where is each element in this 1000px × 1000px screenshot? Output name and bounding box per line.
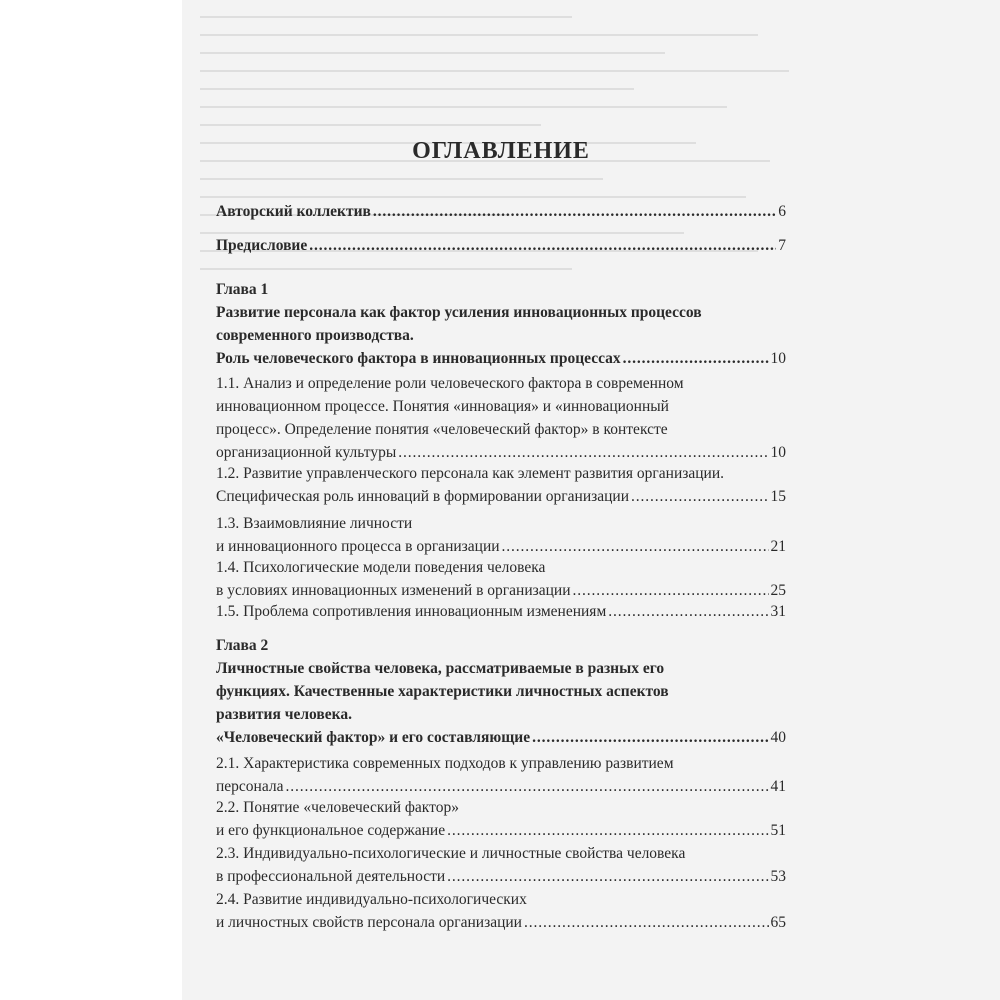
toc-entry-leader-line: [216, 485, 786, 508]
toc-entry-leader-line: [216, 865, 786, 888]
toc-entry-text: и инновационного процесса в организации: [216, 538, 500, 555]
toc-entry[interactable]: [216, 600, 786, 623]
toc-entry-text: 1.5. Проблема сопротивления инновационным изменениям: [216, 603, 607, 620]
toc-entry-text: организационной культуры: [216, 444, 397, 461]
toc-entry[interactable]: [216, 462, 786, 508]
toc-page-number: 7: [778, 237, 786, 254]
toc-page-number: 41: [770, 778, 786, 795]
toc-entry[interactable]: [216, 796, 786, 842]
toc-entry-line: развития человека.: [216, 706, 352, 723]
dot-leader: [398, 441, 768, 464]
toc-entry-leader-line: [216, 200, 786, 223]
dot-leader: [573, 579, 769, 602]
toc-entry-line: 2.2. Понятие «человеческий фактор»: [216, 799, 459, 816]
toc-entry[interactable]: [216, 278, 786, 370]
toc-entry-text: персонала: [216, 778, 284, 795]
toc-entry[interactable]: [216, 372, 786, 464]
toc-entry[interactable]: [216, 512, 786, 558]
toc-page-number: 53: [770, 868, 786, 885]
toc-page-number: 10: [770, 350, 786, 367]
toc-entry-line: 2.4. Развитие индивидуально-психологических: [216, 891, 527, 908]
toc-page-number: 10: [770, 444, 786, 461]
toc-entry-leader-line: [216, 579, 786, 602]
dot-leader: [631, 485, 769, 508]
toc-entry-text: «Человеческий фактор» и его составляющие: [216, 729, 531, 746]
toc-page-number: 15: [770, 488, 786, 505]
dot-leader: [524, 911, 769, 934]
toc-entry-line: 1.4. Психологические модели поведения человека: [216, 559, 546, 576]
toc-page-number: 65: [770, 914, 786, 931]
dot-leader: [532, 726, 768, 749]
toc-entry-leader-line: [216, 441, 786, 464]
dot-leader: [623, 347, 769, 370]
toc-entry-line: 2.3. Индивидуально-психологические и личностные свойства человека: [216, 845, 686, 862]
toc-entry[interactable]: [216, 888, 786, 934]
toc-entry-line: Глава 2: [216, 637, 269, 654]
toc-entry[interactable]: [216, 752, 786, 798]
toc-entry-leader-line: [216, 911, 786, 934]
toc-entry-leader-line: [216, 347, 786, 370]
toc-entry-leader-line: [216, 535, 786, 558]
dot-leader: [447, 865, 768, 888]
toc-title: ОГЛАВЛЕНИЕ: [412, 138, 590, 164]
table-of-contents: [216, 0, 786, 1000]
toc-entry[interactable]: [216, 842, 786, 888]
toc-entry-text: Роль человеческого фактора в инновационных процессах: [216, 350, 621, 367]
toc-entry-line: 1.2. Развитие управленческого персонала как элемент развития организации.: [216, 465, 724, 482]
toc-entry-line: 2.1. Характеристика современных подходов к управлению развитием: [216, 755, 674, 772]
dot-leader: [608, 600, 768, 623]
toc-entry-text: в профессиональной деятельности: [216, 868, 446, 885]
toc-page-number: 31: [770, 603, 786, 620]
toc-entry-line: процесс». Определение понятия «человеческий фактор» в контексте: [216, 421, 668, 438]
toc-entry[interactable]: [216, 200, 786, 223]
toc-entry-line: инновационном процессе. Понятия «инновация» и «инновационный: [216, 398, 669, 415]
toc-entry[interactable]: [216, 634, 786, 749]
toc-entry-leader-line: [216, 234, 786, 257]
toc-entry[interactable]: [216, 234, 786, 257]
dot-leader: [309, 234, 776, 257]
toc-entry-text: в условиях инновационных изменений в организации: [216, 582, 571, 599]
toc-entry-leader-line: [216, 726, 786, 749]
dot-leader: [447, 819, 768, 842]
toc-entry-leader-line: [216, 819, 786, 842]
toc-entry-text: Авторский коллектив: [216, 203, 371, 220]
toc-page-number: 40: [770, 729, 786, 746]
toc-page-number: 6: [778, 203, 786, 220]
dot-leader: [373, 200, 776, 223]
dot-leader: [502, 535, 769, 558]
toc-entry-leader-line: [216, 600, 786, 623]
toc-entry-text: Предисловие: [216, 237, 308, 254]
toc-entry-line: современного производства.: [216, 327, 414, 344]
toc-entry-line: Глава 1: [216, 281, 269, 298]
toc-entry-leader-line: [216, 775, 786, 798]
toc-entry[interactable]: [216, 556, 786, 602]
toc-entry-line: Личностные свойства человека, рассматриваемые в разных его: [216, 660, 665, 677]
toc-page-number: 51: [770, 822, 786, 839]
toc-entry-text: и его функциональное содержание: [216, 822, 446, 839]
toc-entry-text: и личностных свойств персонала организации: [216, 914, 522, 931]
toc-entry-line: 1.3. Взаимовлияние личности: [216, 515, 413, 532]
toc-page-number: 25: [770, 582, 786, 599]
toc-entry-text: Специфическая роль инноваций в формировании организации: [216, 488, 629, 505]
toc-page-number: 21: [770, 538, 786, 555]
toc-entry-line: функциях. Качественные характеристики личностных аспектов: [216, 683, 669, 700]
toc-entry-line: 1.1. Анализ и определение роли человеческого фактора в современном: [216, 375, 684, 392]
dot-leader: [285, 775, 768, 798]
toc-entry-line: Развитие персонала как фактор усиления инновационных процессов: [216, 304, 702, 321]
